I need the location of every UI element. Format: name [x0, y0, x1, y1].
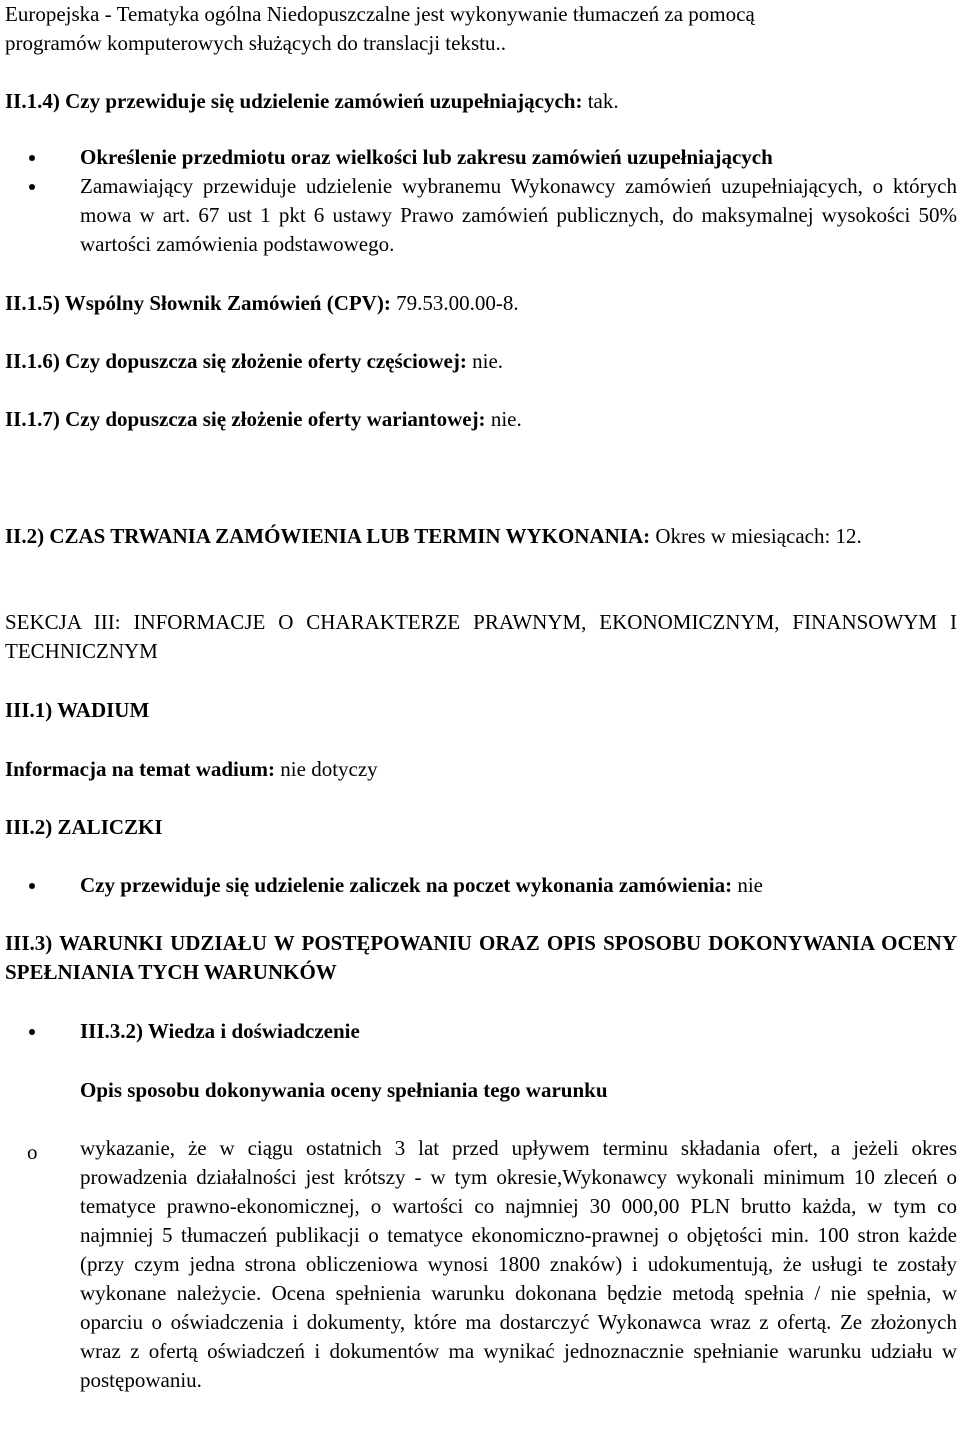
- ii-1-5-label: II.1.5) Wspólny Słownik Zamówień (CPV):: [5, 291, 391, 315]
- ii-1-7-label: II.1.7) Czy dopuszcza się złożenie oferty wariantowej:: [5, 407, 486, 431]
- bullet-icon: [29, 155, 35, 161]
- section-ii-1-6: [5, 347, 957, 376]
- intro-block: [5, 0, 957, 58]
- list-item: [5, 172, 957, 259]
- ii-1-4-value: tak.: [587, 89, 619, 113]
- iii-3-heading: III.3) WARUNKI UDZIAŁU W POSTĘPOWANIU ORAZ OPIS SPOSOBU DOKONYWANIA OCENY SPEŁNIANIA TYCH WARUNKÓW: [5, 931, 957, 984]
- bullet-icon: [29, 184, 35, 190]
- ii-1-7-value: nie.: [490, 407, 522, 431]
- section-ii-2: [5, 522, 957, 551]
- iii-1-heading: III.1) WADIUM: [5, 698, 150, 722]
- iii-2-label: Czy przewiduje się udzielenie zaliczek na poczet wykonania zamówienia:: [80, 873, 733, 897]
- section-iii-1: [5, 696, 957, 725]
- section-iii-title: SEKCJA III: INFORMACJE O CHARAKTERZE PRAWNYM, EKONOMICZNYM, FINANSOWYM I TECHNICZNYM: [5, 610, 957, 663]
- list-item: [5, 1134, 957, 1395]
- ii-1-6-label: II.1.6) Czy dopuszcza się złożenie oferty częściowej:: [5, 349, 467, 373]
- section-iii-2: [5, 813, 957, 842]
- list-item: [5, 143, 957, 172]
- intro-line-1: Europejska - Tematyka ogólna Niedopuszczalne jest wykonywanie tłumaczeń za pomocą: [5, 2, 755, 26]
- ii-1-5-value: 79.53.00.00-8.: [396, 291, 519, 315]
- section-iii-3-list: [5, 1017, 957, 1046]
- list-item: [5, 1017, 957, 1046]
- eval-list: [5, 1134, 957, 1395]
- bullet-icon: [29, 883, 35, 889]
- section-ii-1-5: [5, 289, 957, 318]
- list-item: [5, 871, 957, 900]
- ii-2-value: Okres w miesiącach: 12.: [655, 524, 862, 548]
- supplementary-heading: Określenie przedmiotu oraz wielkości lub zakresu zamówień uzupełniających: [80, 145, 773, 169]
- section-ii-1-7: [5, 405, 957, 434]
- ii-2-label: II.2) CZAS TRWANIA ZAMÓWIENIA LUB TERMIN WYKONANIA:: [5, 524, 651, 548]
- iii-1-label: Informacja na temat wadium:: [5, 757, 276, 781]
- iii-2-value: nie: [737, 873, 763, 897]
- section-iii-2-list: [5, 871, 957, 900]
- circle-bullet-icon: o: [27, 1140, 38, 1164]
- section-iii-title-block: [5, 608, 957, 666]
- iii-3-2-heading: III.3.2) Wiedza i doświadczenie: [80, 1019, 360, 1043]
- ii-1-4-label: II.1.4) Czy przewiduje się udzielenie zamówień uzupełniających:: [5, 89, 583, 113]
- section-ii-1-4: [5, 87, 957, 116]
- eval-text: wykazanie, że w ciągu ostatnich 3 lat przed upływem terminu składania ofert, a jeżeli okres prowadzenia działalności jest krótszy - w tym okresie,Wykonawcy wykonali minimum 10 zleceń o tematyce prawno-ekonomicznej, o wartości co najmniej 30 000,00 PLN brutto każda, w tym co najmniej 5 tłumaczeń publikacji o tematyce ekonomiczno-prawnej o objętości min. 100 stron każde (przy czym jedna strona obliczeniowa wynosi 1800 znaków) i udokumentują, że usługi te zostały wykonane należycie. Ocena spełnienia warunku dokonana będzie metodą spełnia / nie spełnia, w oparciu o oświadczenia i dokumenty, które ma dostarczyć Wykonawca wraz z ofertą. Ze złożonych wraz z ofertą oświadczeń i dokumentów ma wynikać jednoznacznie spełnianie warunku udziału w postępowaniu.: [80, 1136, 957, 1392]
- intro-line-2: programów komputerowych służących do translacji tekstu..: [5, 31, 506, 55]
- iii-2-heading: III.2) ZALICZKI: [5, 815, 163, 839]
- section-iii-3: [5, 929, 957, 987]
- section-iii-1-info: [5, 755, 957, 784]
- supplementary-list: [5, 143, 957, 259]
- supplementary-text: Zamawiający przewiduje udzielenie wybranemu Wykonawcy zamówień uzupełniających, o których mowa w art. 67 ust 1 pkt 6 ustawy Prawo zamówień publicznych, do maksymalnej wysokości 50% wartości zamówienia podstawowego.: [80, 174, 957, 256]
- ii-1-6-value: nie.: [472, 349, 504, 373]
- iii-1-value: nie dotyczy: [280, 757, 378, 781]
- bullet-icon: [29, 1029, 35, 1035]
- eval-heading-block: [5, 1076, 957, 1105]
- eval-heading: Opis sposobu dokonywania oceny spełniania tego warunku: [80, 1078, 608, 1102]
